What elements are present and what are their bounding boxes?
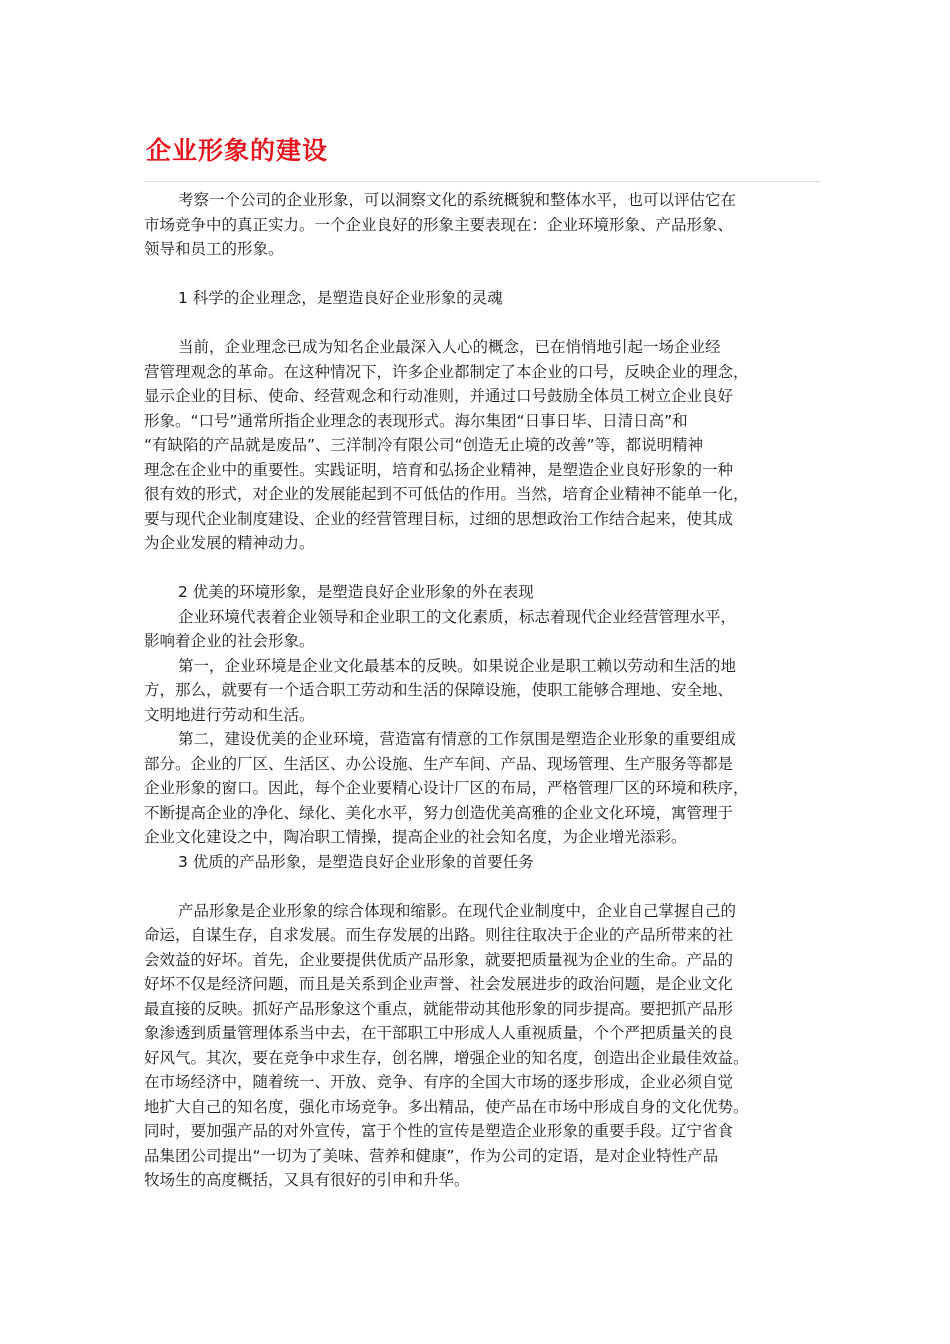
document-page (144, 131, 824, 1193)
document-title: 企业形象的建设 (146, 136, 329, 165)
body-line: 会效益的好坏。首先，企业要提供优质产品形象，就要把质量视为企业的生命。产品的 (144, 950, 734, 969)
body-line: 当前，企业理念已成为知名企业最深入人心的概念，已在悄悄地引起一场企业经 (178, 338, 721, 356)
body-line: 品集团公司提出“一切为了美味、营养和健康”，作为公司的定语，是对企业特性产品 (144, 1146, 719, 1165)
body-line: 为企业发展的精神动力。 (144, 534, 315, 552)
body-line: 产品形象是企业形象的综合体现和缩影。在现代企业制度中，企业自己掌握自己的 (178, 901, 737, 920)
body-line: 好坏不仅是经济问题，而且是关系到企业声誉、社会发展进步的政治问题，是企业文化 (144, 975, 734, 993)
body-line: 同时，要加强产品的对外宣传，富于个性的宣传是塑造企业形象的重要手段。辽宁省食 (144, 1122, 734, 1140)
body-line: 2 优美的环境形象，是塑造良好企业形象的外在表现 (178, 583, 534, 601)
body-line: 形象。“口号”通常所指企业理念的表现形式。海尔集团“日事日毕、日清日高”和 (144, 411, 688, 430)
blank-line (144, 311, 824, 336)
blank-line (144, 262, 824, 287)
body-line: 显示企业的目标、使命、经营观念和行动准则，并通过口号鼓励全体员工树立企业良好 (144, 387, 734, 405)
body-line: 第一，企业环境是企业文化最基本的反映。如果说企业是职工赖以劳动和生活的地 (178, 656, 737, 675)
body-line: 好风气。其次，要在竞争中求生存，创名牌，增强企业的知名度，创造出企业最佳效益。 (144, 1048, 749, 1067)
blank-line (144, 556, 824, 581)
body-line: 文明地进行劳动和生活。 (144, 705, 315, 724)
body-line: 企业环境代表着企业领导和企业职工的文化素质，标志着现代企业经营管理水平， (178, 607, 737, 626)
body-line: 3 优质的产品形象，是塑造良好企业形象的首要任务 (178, 852, 534, 871)
document-body (144, 188, 824, 1193)
body-line: 不断提高企业的净化、绿化、美化水平，努力创造优美高雅的企业文化环境，寓管理于 (144, 803, 734, 822)
body-line: 领导和员工的形象。 (144, 240, 284, 258)
body-line: 要与现代企业制度建设、企业的经营管理目标，过细的思想政治工作结合起来，使其成 (144, 509, 734, 528)
body-line: 企业文化建设之中，陶冶职工情操，提高企业的社会知名度，为企业增光添彩。 (144, 828, 687, 846)
body-line: 理念在企业中的重要性。实践证明，培育和弘扬企业精神，是塑造企业良好形象的一种 (144, 460, 734, 479)
body-line: 市场竞争中的真正实力。一个企业良好的形象主要表现在：企业环境形象、产品形象、 (144, 215, 734, 234)
blank-line (144, 874, 824, 899)
body-line: 营管理观念的革命。在这种情况下，许多企业都制定了本企业的口号，反映企业的理念， (144, 362, 749, 381)
body-line: 企业形象的窗口。因此，每个企业要精心设计厂区的布局，严格管理厂区的环境和秩序， (144, 779, 749, 797)
title-divider (144, 181, 820, 182)
body-line: 命运，自谋生存，自求发展。而生存发展的出路。则往往取决于企业的产品所带来的社 (144, 926, 734, 944)
body-line: 在市场经济中，随着统一、开放、竞争、有序的全国大市场的逐步形成，企业必须自觉 (144, 1073, 734, 1091)
body-line: 很有效的形式，对企业的发展能起到不可低估的作用。当然，培育企业精神不能单一化， (144, 485, 749, 503)
body-line: 象渗透到质量管理体系当中去，在干部职工中形成人人重视质量，个个严把质量关的良 (144, 1024, 734, 1042)
body-line: “有缺陷的产品就是废品”、三洋制冷有限公司“创造无止境的改善”等，都说明精神 (144, 436, 704, 454)
body-line: 第二，建设优美的企业环境，营造富有情意的工作氛围是塑造企业形象的重要组成 (178, 730, 737, 748)
body-line: 最直接的反映。抓好产品形象这个重点，就能带动其他形象的同步提高。要把抓产品形 (144, 999, 734, 1018)
body-line: 影响着企业的社会形象。 (144, 632, 315, 650)
body-line: 考察一个公司的企业形象，可以洞察文化的系统概貌和整体水平，也可以评估它在 (178, 191, 737, 209)
body-line: 部分。企业的厂区、生活区、办公设施、生产车间、产品、现场管理、生产服务等都是 (144, 754, 734, 773)
body-line: 地扩大自己的知名度，强化市场竞争。多出精品，使产品在市场中形成自身的文化优势。 (144, 1097, 749, 1116)
body-line: 1 科学的企业理念，是塑造良好企业形象的灵魂 (178, 289, 503, 307)
body-line: 牧场生的高度概括，又具有很好的引申和升华。 (144, 1171, 470, 1189)
body-line: 方，那么，就要有一个适合职工劳动和生活的保障设施，使职工能够合理地、安全地、 (144, 681, 734, 699)
